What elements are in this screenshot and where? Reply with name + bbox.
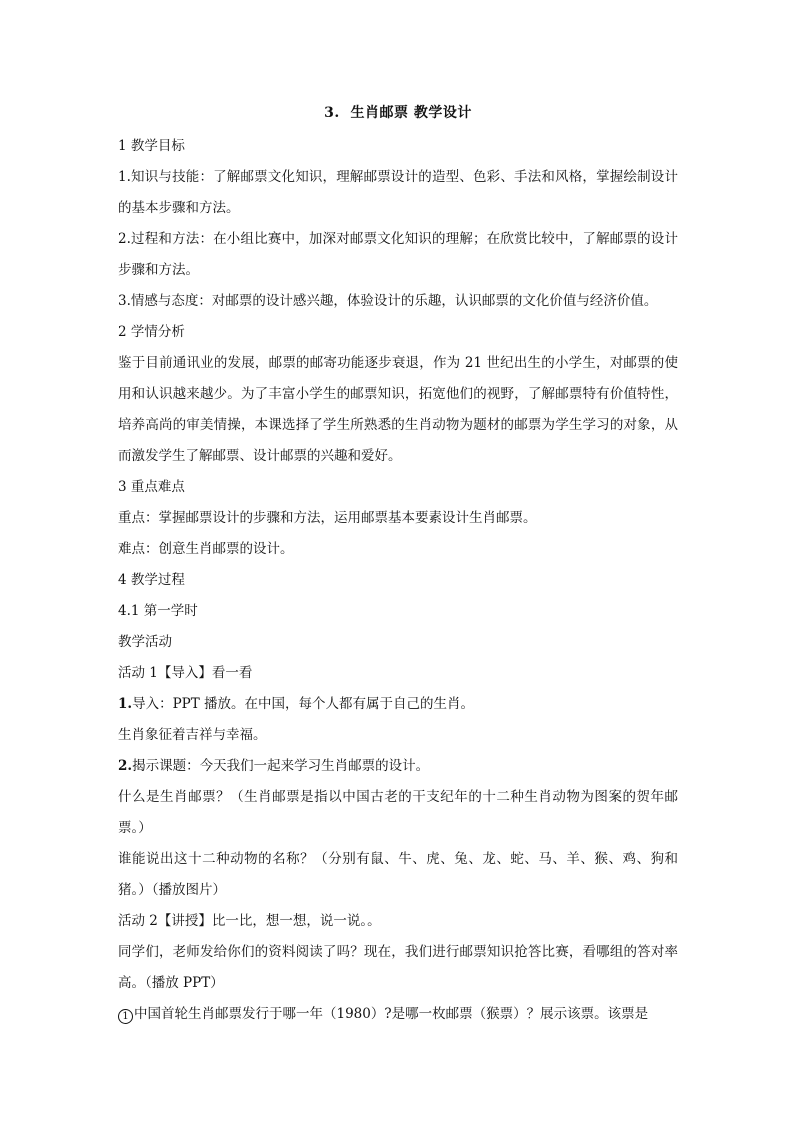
- goal-knowledge-skills: 1.知识与技能：了解邮票文化知识，理解邮票设计的造型、色彩、手法和风格，掌握绘制设计的基本步骤和方法。: [118, 169, 678, 216]
- keypoint-focus: 重点：掌握邮票设计的步骤和方法，运用邮票基本要素设计生肖邮票。: [118, 510, 537, 526]
- list-number: 1.: [118, 696, 133, 712]
- section-heading-analysis: 2 学情分析: [118, 324, 185, 340]
- activity-1-symbol: 生肖象征着吉祥与幸福。: [118, 727, 267, 743]
- goal-process-methods: 2.过程和方法：在小组比赛中，加深对邮票文化知识的理解；在欣赏比较中，了解邮票的设计步骤和方法。: [118, 231, 678, 278]
- section-heading-goals: 1 教学目标: [118, 138, 185, 154]
- activity-1-topic-text: 揭示课题：今天我们一起来学习生肖邮票的设计。: [132, 758, 430, 774]
- analysis-paragraph: 鉴于目前通讯业的发展，邮票的邮寄功能逐步衰退，作为 21 世纪出生的小学生，对邮票的使用和认识越来越少。为了丰富小学生的邮票知识，拓宽他们的视野，了解邮票特有价值特性，培养高尚的审美情操，本课选择了学生所熟悉的生肖动物为题材的邮票为学生学习的对象，从而激发学生了解邮票、设计邮票的兴趣和爱好。: [118, 355, 678, 464]
- activity-1-intro-text: 导入：PPT 播放。在中国，每个人都有属于自己的生肖。: [132, 696, 475, 712]
- keypoint-difficulty: 难点：创意生肖邮票的设计。: [118, 541, 294, 557]
- activity-1-topic: [118, 751, 678, 782]
- activity-2-question-1-text: 中国首轮生肖邮票发行于哪一年（1980）?是哪一枚邮票（猴票）？展示该票。该票是: [134, 1006, 649, 1022]
- section-heading-process: 4 教学过程: [118, 572, 185, 588]
- goal-emotion-attitude: 3.情感与态度：对邮票的设计感兴趣，体验设计的乐趣，认识邮票的文化价值与经济价值。: [118, 293, 658, 309]
- activity-2-question-1: [118, 999, 678, 1030]
- activity-1-intro: [118, 689, 678, 720]
- subsection-first-lesson: 4.1 第一学时: [118, 603, 198, 619]
- section-heading-keypoints: 3 重点难点: [118, 479, 185, 495]
- activity-2-heading: 活动 2【讲授】比一比，想一想，说一说。。: [118, 913, 381, 929]
- list-number: 2.: [118, 758, 133, 774]
- circled-number: 1: [118, 1009, 133, 1024]
- activity-1-question-what: 什么是生肖邮票？（生肖邮票是指以中国古老的干支纪年的十二种生肖动物为图案的贺年邮票。）: [118, 789, 678, 836]
- activity-1-question-animals: 谁能说出这十二种动物的名称？（分别有鼠、牛、虎、兔、龙、蛇、马、羊、猴、鸡、狗和猪。）（播放图片）: [118, 851, 678, 898]
- activity-2-intro: 同学们，老师发给你们的资料阅读了吗？现在，我们进行邮票知识抢答比赛，看哪组的答对率高。（播放 PPT）: [118, 944, 678, 991]
- activity-1-heading: 活动 1【导入】看一看: [118, 665, 253, 681]
- activities-heading: 教学活动: [118, 634, 172, 650]
- document-page: [118, 103, 678, 1030]
- document-title: 3. 生肖邮票 教学设计: [324, 105, 472, 121]
